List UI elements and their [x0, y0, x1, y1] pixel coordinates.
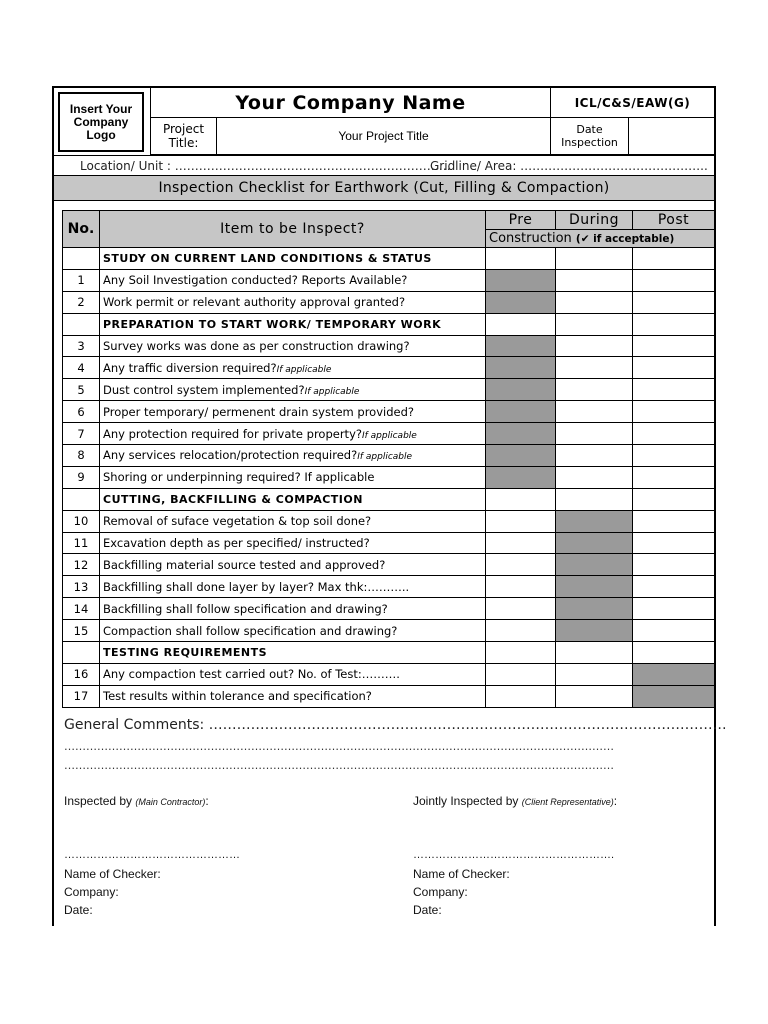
checklist-title-banner: Inspection Checklist for Earthwork (Cut, Filling & Compaction): [54, 175, 714, 201]
section-row: [63, 248, 715, 270]
during-construction-check[interactable]: [556, 357, 633, 379]
pre-construction-check: [486, 466, 556, 488]
right-company: Company:: [413, 885, 468, 899]
inspected-by-title: Inspected by: [64, 794, 133, 808]
table-row: [63, 379, 715, 401]
project-title-label: Project Title:: [150, 118, 216, 154]
item-text: Shoring or underpinning required? If applicable: [103, 470, 375, 485]
during-construction-check: [556, 576, 633, 598]
item-number: 11: [63, 532, 100, 554]
during-construction-check: [556, 620, 633, 642]
item-description: [100, 532, 486, 554]
post-construction-check[interactable]: [633, 379, 715, 401]
item-description: [100, 510, 486, 532]
item-text: Work permit or relevant authority approval granted?: [103, 295, 406, 310]
pre-construction-check[interactable]: [486, 685, 556, 707]
item-text: CUTTING, BACKFILLING & COMPACTION: [103, 492, 363, 506]
item-description: [100, 423, 486, 445]
project-title-value[interactable]: Your Project Title: [216, 118, 550, 154]
item-text: Excavation depth as per specified/ instructed?: [103, 536, 370, 551]
item-text: Any compaction test carried out? No. of Test:……….: [103, 667, 400, 682]
post-construction-check[interactable]: [633, 357, 715, 379]
location-unit-field[interactable]: Location/ Unit : ……………………………………………………………: [80, 159, 451, 173]
table-row: [63, 576, 715, 598]
post-construction-check[interactable]: [633, 642, 715, 664]
item-text: Removal of suface vegetation & top soil done?: [103, 514, 372, 529]
during-construction-check[interactable]: [556, 379, 633, 401]
during-construction-check[interactable]: [556, 642, 633, 664]
if-applicable-note: If applicable: [357, 452, 413, 463]
pre-construction-check[interactable]: [486, 576, 556, 598]
item-description: [100, 401, 486, 423]
gridline-area-field[interactable]: Gridline/ Area: ………………………………………..: [430, 159, 708, 173]
pre-construction-check: [486, 423, 556, 445]
during-construction-check[interactable]: [556, 488, 633, 510]
item-text: Any services relocation/protection required?: [103, 448, 358, 463]
header-construction: [486, 230, 715, 248]
header-during: During: [556, 211, 633, 230]
general-comments-label: General Comments: …………………………………………………………………………………………………: [64, 717, 727, 733]
table-row: [63, 445, 715, 467]
item-number: 1: [63, 269, 100, 291]
item-number: 15: [63, 620, 100, 642]
document-code: ICL/C&S/EAW(G): [550, 88, 714, 118]
item-text: STUDY ON CURRENT LAND CONDITIONS & STATUS: [103, 251, 432, 265]
table-row: [63, 532, 715, 554]
during-construction-check[interactable]: [556, 466, 633, 488]
post-construction-check[interactable]: [633, 466, 715, 488]
client-representative-role: (Client Representative): [521, 797, 614, 807]
item-number: 13: [63, 576, 100, 598]
table-row: [63, 291, 715, 313]
during-construction-check[interactable]: [556, 269, 633, 291]
item-number: 2: [63, 291, 100, 313]
item-description: [100, 466, 486, 488]
section-heading: [100, 313, 486, 335]
right-signature-line[interactable]: ……………………………………………….: [413, 849, 615, 861]
post-construction-check: [633, 685, 715, 707]
item-text: Proper temporary/ permenent drain system provided?: [103, 404, 414, 419]
post-construction-check[interactable]: [633, 598, 715, 620]
item-description: [100, 554, 486, 576]
item-number: 3: [63, 335, 100, 357]
post-construction-check[interactable]: [633, 335, 715, 357]
construction-label: Construction: [489, 231, 572, 246]
during-construction-check[interactable]: [556, 248, 633, 270]
section-heading: [100, 642, 486, 664]
item-description: [100, 357, 486, 379]
table-row: [63, 401, 715, 423]
post-construction-check[interactable]: [633, 423, 715, 445]
item-description: [100, 379, 486, 401]
during-construction-check: [556, 510, 633, 532]
post-construction-check: [633, 663, 715, 685]
company-logo-placeholder: Insert Your Company Logo: [58, 92, 144, 152]
post-construction-check[interactable]: [633, 576, 715, 598]
post-construction-check[interactable]: [633, 445, 715, 467]
table-row: [63, 685, 715, 707]
pre-construction-check: [486, 379, 556, 401]
item-description: [100, 335, 486, 357]
location-row: [54, 156, 714, 176]
table-row: [63, 663, 715, 685]
left-date: Date:: [64, 903, 93, 917]
post-construction-check[interactable]: [633, 401, 715, 423]
pre-construction-check: [486, 291, 556, 313]
pre-construction-check[interactable]: [486, 313, 556, 335]
during-construction-check[interactable]: [556, 401, 633, 423]
main-contractor-role: (Main Contractor): [135, 797, 206, 807]
item-text: TESTING REQUIREMENTS: [103, 645, 268, 659]
item-number: [63, 488, 100, 510]
table-row: [63, 269, 715, 291]
section-heading: [100, 488, 486, 510]
post-construction-check[interactable]: [633, 620, 715, 642]
item-text: Dust control system implemented?: [103, 382, 305, 397]
company-name: Your Company Name: [150, 88, 550, 118]
pre-construction-check: [486, 335, 556, 357]
table-row: [63, 554, 715, 576]
item-text: Backfilling material source tested and approved?: [103, 557, 386, 572]
pre-construction-check: [486, 445, 556, 467]
during-construction-check: [556, 532, 633, 554]
item-number: 14: [63, 598, 100, 620]
pre-construction-check[interactable]: [486, 642, 556, 664]
post-construction-check[interactable]: [633, 554, 715, 576]
table-row: [63, 423, 715, 445]
during-construction-check: [556, 598, 633, 620]
item-number: 10: [63, 510, 100, 532]
pre-construction-check: [486, 269, 556, 291]
item-number: [63, 313, 100, 335]
pre-construction-check[interactable]: [486, 620, 556, 642]
post-construction-check[interactable]: [633, 248, 715, 270]
comments-line-1[interactable]: ……………………………………………………………………………………………………………………………………: [64, 740, 614, 753]
during-construction-check: [556, 554, 633, 576]
pre-construction-check[interactable]: [486, 510, 556, 532]
jointly-inspected-by-colon: :: [613, 794, 618, 808]
comments-line-2[interactable]: ……………………………………………………………………………………………………………………………………: [64, 759, 614, 772]
item-number: 17: [63, 685, 100, 707]
inspected-by-label: [64, 794, 209, 808]
inspection-checklist-table: [62, 210, 715, 708]
item-number: 5: [63, 379, 100, 401]
right-name-of-checker: Name of Checker:: [413, 867, 510, 881]
item-description: [100, 598, 486, 620]
item-number: 7: [63, 423, 100, 445]
item-text: Any traffic diversion required?: [103, 360, 277, 375]
item-number: [63, 248, 100, 270]
post-construction-check[interactable]: [633, 269, 715, 291]
pre-construction-check[interactable]: [486, 532, 556, 554]
item-description: [100, 663, 486, 685]
during-construction-check[interactable]: [556, 423, 633, 445]
table-row: [63, 357, 715, 379]
item-text: Backfilling shall follow specification and drawing?: [103, 601, 388, 616]
table-row: [63, 620, 715, 642]
item-text: Backfilling shall done layer by layer? Max thk:………..: [103, 579, 410, 594]
pre-construction-check: [486, 401, 556, 423]
item-number: 9: [63, 466, 100, 488]
during-construction-check[interactable]: [556, 335, 633, 357]
item-text: Compaction shall follow specification and drawing?: [103, 623, 398, 638]
pre-construction-check: [486, 357, 556, 379]
post-construction-check[interactable]: [633, 313, 715, 335]
post-construction-check[interactable]: [633, 291, 715, 313]
item-description: [100, 291, 486, 313]
header-no: No.: [63, 211, 100, 248]
table-row: [63, 466, 715, 488]
jointly-inspected-by-title: Jointly Inspected by: [413, 794, 519, 808]
header-post: Post: [633, 211, 715, 230]
acceptable-note: (✔ if acceptable): [575, 233, 675, 245]
header-item: Item to be Inspect?: [100, 211, 486, 248]
item-number: 16: [63, 663, 100, 685]
item-description: [100, 620, 486, 642]
table-row: [63, 335, 715, 357]
table-row: [63, 598, 715, 620]
header-pre: Pre: [486, 211, 556, 230]
pre-construction-check[interactable]: [486, 663, 556, 685]
section-heading: [100, 248, 486, 270]
during-construction-check[interactable]: [556, 291, 633, 313]
date-inspection-label: Date Inspection: [550, 118, 628, 154]
table-row: [63, 510, 715, 532]
pre-construction-check[interactable]: [486, 488, 556, 510]
during-construction-check[interactable]: [556, 685, 633, 707]
during-construction-check[interactable]: [556, 445, 633, 467]
date-inspection-field[interactable]: [628, 118, 714, 154]
inspected-by-colon: :: [205, 794, 209, 808]
if-applicable-note: If applicable: [304, 386, 360, 397]
during-construction-check[interactable]: [556, 663, 633, 685]
pre-construction-check[interactable]: [486, 598, 556, 620]
section-row: [63, 488, 715, 510]
item-description: [100, 445, 486, 467]
post-construction-check[interactable]: [633, 510, 715, 532]
pre-construction-check[interactable]: [486, 248, 556, 270]
item-text: Survey works was done as per construction drawing?: [103, 339, 410, 353]
item-number: 4: [63, 357, 100, 379]
if-applicable-note: If applicable: [276, 364, 332, 375]
checklist-rows: [63, 248, 715, 708]
left-name-of-checker: Name of Checker:: [64, 867, 161, 881]
item-description: [100, 576, 486, 598]
during-construction-check[interactable]: [556, 313, 633, 335]
item-text: Any protection required for private property?: [103, 426, 362, 441]
item-number: 6: [63, 401, 100, 423]
jointly-inspected-by-label: [413, 794, 617, 808]
item-text: PREPARATION TO START WORK/ TEMPORARY WORK: [103, 317, 442, 331]
right-date: Date:: [413, 903, 442, 917]
pre-construction-check[interactable]: [486, 554, 556, 576]
left-company: Company:: [64, 885, 119, 899]
item-text: Any Soil Investigation conducted? Reports Available?: [103, 273, 408, 288]
item-description: [100, 269, 486, 291]
post-construction-check[interactable]: [633, 488, 715, 510]
item-number: 8: [63, 445, 100, 467]
item-description: [100, 685, 486, 707]
if-applicable-note: If applicable: [361, 430, 417, 441]
section-row: [63, 313, 715, 335]
item-number: [63, 642, 100, 664]
item-text: Test results within tolerance and specification?: [103, 689, 372, 704]
section-row: [63, 642, 715, 664]
item-number: 12: [63, 554, 100, 576]
post-construction-check[interactable]: [633, 532, 715, 554]
left-signature-line[interactable]: …………………………………………: [64, 849, 240, 861]
